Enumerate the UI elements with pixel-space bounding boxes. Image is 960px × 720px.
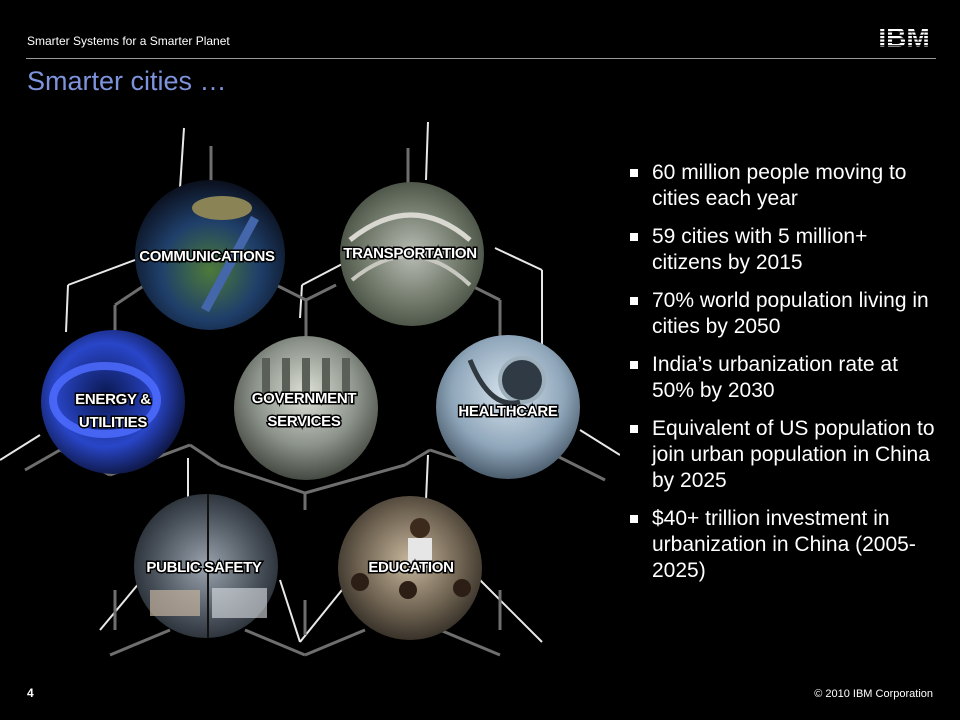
page-title: Smarter cities … [27,66,227,96]
label-healthcare: HEALTHCARE [458,403,558,420]
bullet-item: Equivalent of US population to join urban population in China by 2025 [628,416,938,494]
bullet-item: 59 cities with 5 million+ citizens by 2015 [628,224,938,276]
label-education: EDUCATION [368,559,454,576]
satellite-dish-icon [192,196,252,220]
page-number: 4 [27,686,34,700]
square-bullet-icon [630,361,638,369]
circle-healthcare [436,335,580,479]
circle-energy-utilities [41,330,185,474]
square-bullet-icon [630,425,638,433]
square-bullet-icon [630,515,638,523]
circle-government-services [234,336,378,480]
ibm-logo [872,22,936,50]
square-bullet-icon [630,169,638,177]
header-divider [26,58,936,59]
label-energy: ENERGY & [75,391,151,408]
bullet-item: India’s urbanization rate at 50% by 2030 [628,352,938,404]
bullet-list [628,160,938,596]
teacher-icon [410,518,430,538]
circle-communications [135,180,285,330]
label-transportation: TRANSPORTATION [343,245,477,262]
label-communications: COMMUNICATIONS [139,248,275,265]
copyright: © 2010 IBM Corporation [814,688,933,700]
stethoscope-icon [500,358,544,402]
square-bullet-icon [630,233,638,241]
label-public-safety: PUBLIC SAFETY [146,559,262,576]
bullet-item: 70% world population living in cities by 2050 [628,288,938,340]
circle-education [338,496,482,640]
police-car-icon [150,590,200,616]
label-services: SERVICES [267,413,341,430]
circle-transportation [340,182,484,326]
label-government: GOVERNMENT [251,390,357,407]
smarter-cities-graphic [0,110,620,670]
label-utilities: UTILITIES [78,414,148,431]
bullet-item: $40+ trillion investment in urbanization in China (2005-2025) [628,506,938,584]
circle-public-safety [134,494,278,638]
square-bullet-icon [630,297,638,305]
header-subtitle: Smarter Systems for a Smarter Planet [27,34,230,48]
bullet-item: 60 million people moving to cities each year [628,160,938,212]
